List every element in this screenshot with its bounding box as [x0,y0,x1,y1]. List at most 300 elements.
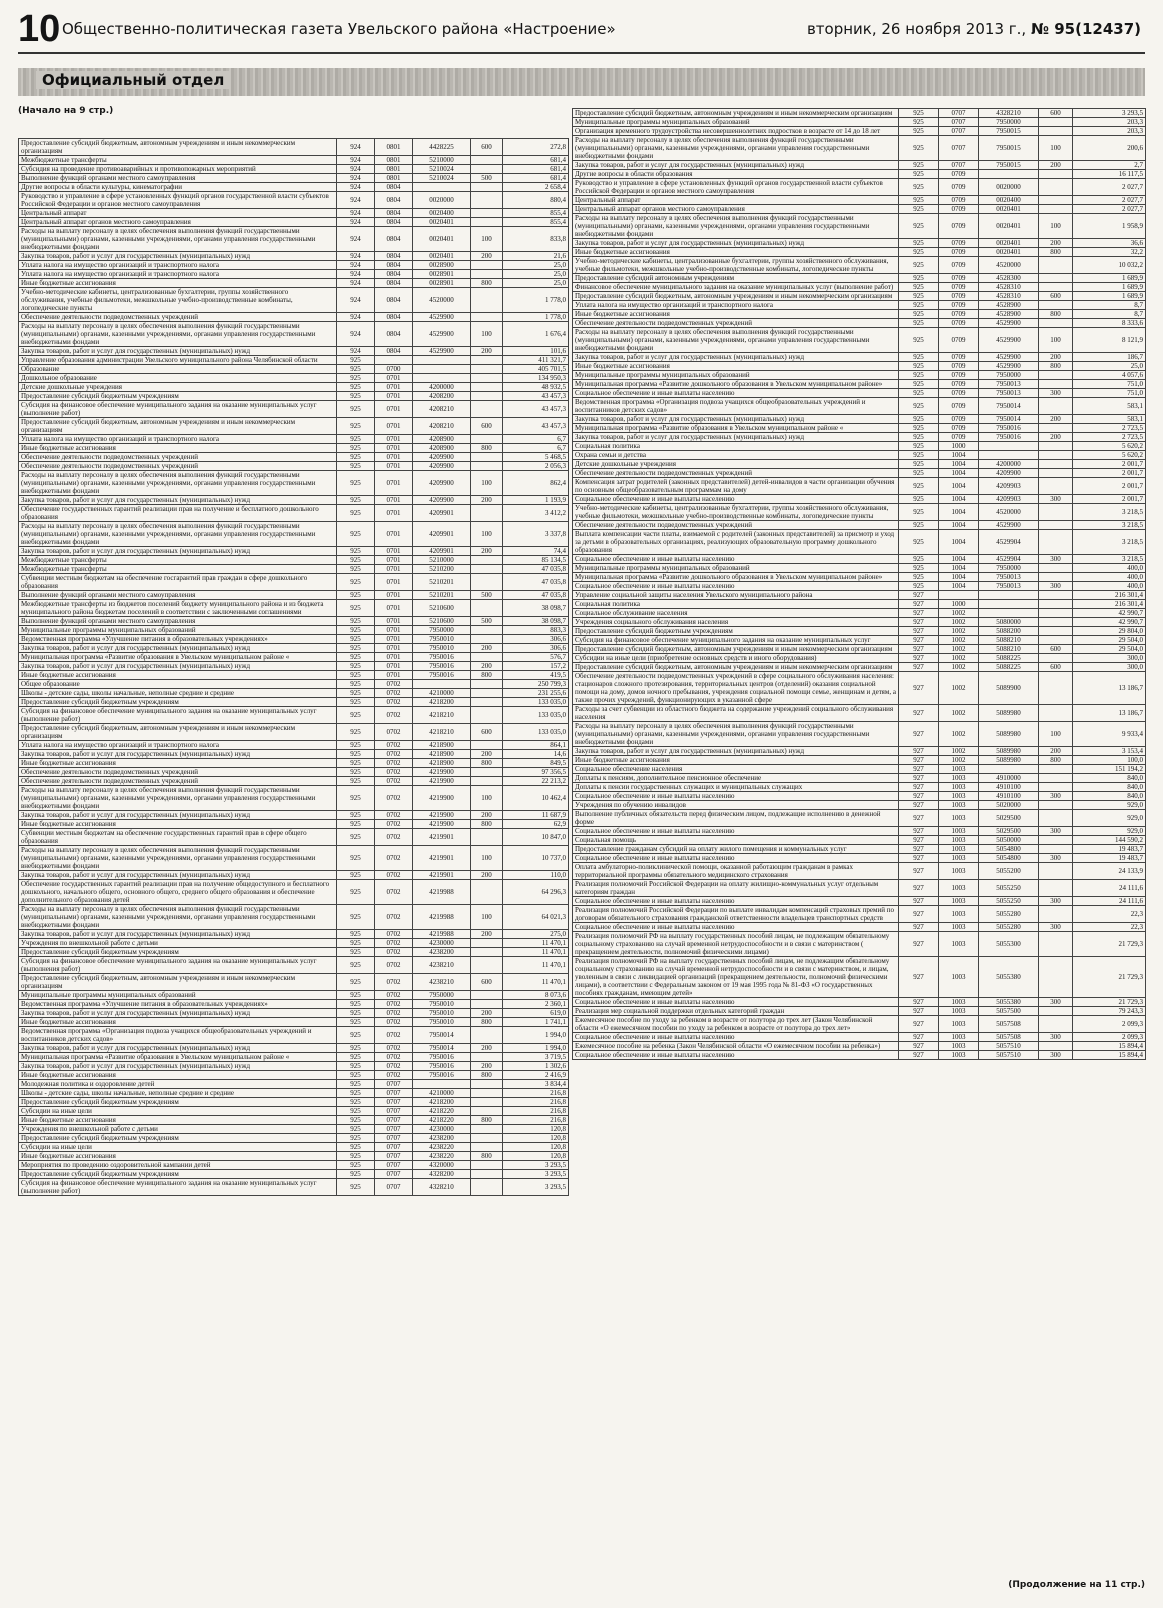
row-kind [1039,1042,1073,1051]
row-ministry: 925 [899,214,939,239]
row-ministry: 925 [899,582,939,591]
row-target: 7950015 [979,127,1039,136]
row-amount: 144 590,2 [1073,836,1146,845]
row-section: 0702 [375,991,413,1000]
row-name: Закупка товаров, работ и услуг для государственных (муниципальных) нужд [19,1044,337,1053]
row-section: 0702 [375,930,413,939]
row-section: 0709 [939,319,979,328]
row-kind: 300 [1039,923,1073,932]
row-amount: 8,7 [1073,310,1146,319]
row-name: Предоставление субсидий бюджетным, автономным учреждениям и иным некоммерческим организациям [19,724,337,741]
row-amount: 24 133,9 [1073,863,1146,880]
row-ministry: 927 [899,957,939,998]
row-amount: 64 296,3 [503,880,569,905]
table-row [19,270,569,279]
row-target [413,365,471,374]
row-amount: 21 729,3 [1073,957,1146,998]
row-amount: 21 729,3 [1073,998,1146,1007]
row-name: Субсидия на финансовое обеспечение муниципального задания на оказание муниципальных услуг (выполнение работ) [19,1179,337,1196]
table-row [573,1051,1146,1060]
row-ministry: 927 [899,774,939,783]
row-amount: 216,8 [503,1089,569,1098]
row-section: 0702 [375,698,413,707]
row-section: 0702 [375,1027,413,1044]
row-section [375,356,413,365]
row-amount: 3 293,5 [503,1161,569,1170]
row-amount: 1 778,0 [503,288,569,313]
row-ministry: 925 [337,644,375,653]
row-ministry: 925 [337,811,375,820]
row-name: Расходы на выплату персоналу в целях обеспечения выполнения функций государственными (муниципальными) органами, казенными учреждениями, органами управления государственными внебюджетными фондами [19,227,337,252]
row-target [979,600,1039,609]
row-target: 0028901 [413,279,471,288]
row-ministry: 925 [899,353,939,362]
row-target: 4428225 [413,139,471,156]
row-target: 5054800 [979,854,1039,863]
row-kind [471,435,503,444]
row-ministry: 925 [337,1134,375,1143]
row-target: 5054800 [979,845,1039,854]
row-kind [1039,301,1073,310]
row-ministry: 925 [337,471,375,496]
row-name: Расходы на выплату персоналу в целях обеспечения выполнения функций государственными (муниципальными) органами, казенными учреждениями, органами управления государственными внебюджетными фондами [19,846,337,871]
row-ministry: 925 [337,1071,375,1080]
row-section: 0702 [375,759,413,768]
row-name: Ежемесячное пособие по уходу за ребенком в возрасте от полутора до трех лет (Закон Челябинской области «О ежемесячном пособии по уходу за ребенком в возрасте от полутора до трех лет» [573,1016,899,1033]
row-name: Закупка товаров, работ и услуг для государственных (муниципальных) нужд [19,252,337,261]
row-ministry: 925 [337,392,375,401]
row-kind [471,957,503,974]
row-ministry: 925 [337,846,375,871]
row-target: 5057508 [979,1016,1039,1033]
row-section: 1002 [939,672,979,705]
row-ministry: 927 [899,1042,939,1051]
table-row [573,897,1146,906]
row-name: Закупка товаров, работ и услуг для государственных (муниципальных) нужд [19,811,337,820]
row-ministry: 925 [899,248,939,257]
row-target: 7950016 [413,1053,471,1062]
row-name: Учебно-методические кабинеты, централизованные бухгалтерии, группы хозяйственного обслуживания, учебные фильмотеки, межшкольные учебно-производственные комбинаты, логопедические пункты [19,288,337,313]
table-row [19,547,569,556]
row-ministry: 925 [899,196,939,205]
row-section: 0709 [939,362,979,371]
table-row [19,1125,569,1134]
row-amount: 42 990,7 [1073,618,1146,627]
row-name: Субсидия на финансовое обеспечение муниципального задания на оказание муниципальных услуг (выполнение работ) [19,401,337,418]
table-row [573,353,1146,362]
row-amount: 10 847,0 [503,829,569,846]
row-section: 0804 [375,227,413,252]
table-row [573,328,1146,353]
row-name: Социальное обеспечение и иные выплаты населению [573,792,899,801]
table-row [573,415,1146,424]
row-name: Субсидии на иные цели (приобретение основных средств и иного оборудования) [573,654,899,663]
row-section: 0702 [375,1044,413,1053]
row-target: 4209901 [413,547,471,556]
row-amount: 405 701,5 [503,365,569,374]
row-section: 0804 [375,270,413,279]
row-ministry: 925 [899,504,939,521]
row-target: 4910100 [979,792,1039,801]
row-target: 5088210 [979,636,1039,645]
row-section: 1002 [939,618,979,627]
row-section: 0701 [375,662,413,671]
row-target: 4529900 [413,322,471,347]
row-name: Детские дошкольные учреждения [573,460,899,469]
row-ministry: 925 [337,671,375,680]
table-row [573,722,1146,747]
row-section: 0702 [375,1009,413,1018]
row-ministry: 925 [899,380,939,389]
row-kind [471,1089,503,1098]
table-row [19,991,569,1000]
table-row [19,192,569,209]
row-kind: 300 [1039,582,1073,591]
row-name: Предоставление субсидий бюджетным, автономным учреждениям и иным некоммерческим организациям [573,292,899,301]
row-ministry: 927 [899,827,939,836]
table-row [573,1033,1146,1042]
row-target: 4218220 [413,1107,471,1116]
row-ministry: 925 [337,1062,375,1071]
row-amount: 203,3 [1073,127,1146,136]
row-target: 0020401 [413,252,471,261]
row-name: Закупка товаров, работ и услуг для государственных (муниципальных) нужд [19,644,337,653]
row-amount: 3 337,8 [503,522,569,547]
row-amount: 13 186,7 [1073,705,1146,722]
row-amount: 10 737,0 [503,846,569,871]
row-kind [1039,654,1073,663]
row-name: Школы - детские сады, школы начальные, неполные средние и средние [19,1089,337,1098]
row-amount: 10 462,4 [503,786,569,811]
row-ministry: 925 [337,453,375,462]
table-row [19,1009,569,1018]
row-kind [1039,257,1073,274]
row-target: 7950015 [979,161,1039,170]
row-name: Охрана семьи и детства [573,451,899,460]
row-amount: 11 687,9 [503,811,569,820]
row-name: Ведомственная программа «Организация подвоза учащихся общеобразовательных учреждений и воспитанников детских садов» [19,1027,337,1044]
row-name: Предоставление субсидий бюджетным учреждениям [19,698,337,707]
table-row [573,654,1146,663]
row-name: Социальное обеспечение и иные выплаты населению [573,827,899,836]
row-section: 1002 [939,705,979,722]
row-amount: 8,7 [1073,301,1146,310]
row-target: 7950016 [979,433,1039,442]
row-kind: 800 [1039,362,1073,371]
row-section: 0701 [375,635,413,644]
row-section: 0707 [375,1152,413,1161]
row-name: Иные бюджетные ассигнования [19,671,337,680]
row-section: 1002 [939,756,979,765]
row-section: 1003 [939,1033,979,1042]
row-section: 0709 [939,433,979,442]
row-kind: 800 [471,759,503,768]
row-amount: 231 255,6 [503,689,569,698]
row-target: 4209903 [979,495,1039,504]
row-section: 0702 [375,750,413,759]
row-name: Центральный аппарат органов местного самоуправления [19,218,337,227]
row-target: 4209901 [413,505,471,522]
row-kind: 200 [1039,239,1073,248]
table-row [19,313,569,322]
row-kind [1039,863,1073,880]
row-amount: 1 741,1 [503,1018,569,1027]
row-ministry: 925 [899,442,939,451]
row-section: 1004 [939,564,979,573]
row-target: 4528310 [979,292,1039,301]
row-ministry: 924 [337,227,375,252]
row-target: 4219901 [413,871,471,880]
row-target: 7950000 [979,118,1039,127]
table-row [573,530,1146,555]
row-name: Другие вопросы в области культуры, кинематографии [19,183,337,192]
row-section: 0702 [375,689,413,698]
row-kind: 300 [1039,1033,1073,1042]
table-row [19,671,569,680]
row-ministry: 925 [337,1152,375,1161]
row-target: 5055380 [979,957,1039,998]
table-row [573,469,1146,478]
row-name: Расходы на выплату персоналу в целях обеспечения выполнения функций государственными (муниципальными) органами, казенными учреждениями, органами управления государственными внебюджетными фондами [19,471,337,496]
row-ministry: 925 [337,680,375,689]
row-section: 1000 [939,600,979,609]
row-amount: 133 035,0 [503,707,569,724]
row-section: 1003 [939,906,979,923]
row-name: Иные бюджетные ассигнования [19,1071,337,1080]
row-amount: 3 719,5 [503,1053,569,1062]
row-name: Учреждения по обучению инвалидов [573,801,899,810]
row-kind: 200 [471,1044,503,1053]
row-name: Реализация полномочий РФ на выплату государственных пособий лицам, не подлежащим обязательному социальному страхованию на случай временной нетрудоспособности и в связи с материнством ( прекращением деятельности, полномочий физическими лицами) [573,932,899,957]
row-name: Иные бюджетные ассигнования [573,248,899,257]
table-row [19,777,569,786]
row-kind [471,392,503,401]
row-amount: 25,0 [503,261,569,270]
row-kind [1039,205,1073,214]
row-ministry: 925 [337,948,375,957]
row-kind [1039,801,1073,810]
table-row [19,591,569,600]
table-row [19,644,569,653]
row-ministry: 927 [899,836,939,845]
table-row [573,801,1146,810]
table-row [19,930,569,939]
issue-date-text: вторник, 26 ноября 2013 г., [806,20,1027,38]
row-kind [471,1000,503,1009]
row-kind: 600 [471,139,503,156]
row-target: 4218200 [413,1098,471,1107]
row-ministry: 925 [337,626,375,635]
table-row [19,811,569,820]
row-ministry: 925 [899,179,939,196]
row-kind [1039,442,1073,451]
row-ministry: 927 [899,645,939,654]
row-target: 0028900 [413,261,471,270]
row-kind [1039,672,1073,705]
row-amount: 157,2 [503,662,569,671]
row-amount: 74,4 [503,547,569,556]
row-kind [471,991,503,1000]
row-kind: 800 [471,1071,503,1080]
row-name: Субвенции местным бюджетам на обеспечение госгарантий прав граждан в сфере дошкольного образования [19,574,337,591]
row-target: 5080000 [979,618,1039,627]
table-row [573,827,1146,836]
row-kind [471,600,503,617]
row-kind: 300 [1039,827,1073,836]
row-amount: 411 321,7 [503,356,569,365]
row-kind [471,880,503,905]
row-amount: 15 894,4 [1073,1042,1146,1051]
row-ministry: 927 [899,636,939,645]
row-name: Субсидия на проведение противоаварийных и противопожарных мероприятий [19,165,337,174]
row-name: Закупка товаров, работ и услуг для государственных (муниципальных) нужд [573,161,899,170]
row-target: 4218210 [413,724,471,741]
row-ministry: 925 [899,136,939,161]
row-ministry: 925 [899,469,939,478]
row-amount: 25,0 [503,279,569,288]
row-target: 4208200 [413,392,471,401]
row-kind: 100 [1039,214,1073,239]
row-amount: 120,8 [503,1125,569,1134]
row-target: 4520000 [979,257,1039,274]
row-kind: 200 [471,930,503,939]
row-target: 4529904 [979,555,1039,564]
row-amount: 250 799,3 [503,680,569,689]
row-kind: 800 [471,279,503,288]
row-target [979,765,1039,774]
row-name: Социальная политика [573,600,899,609]
row-kind [471,218,503,227]
row-name: Управление социальной защиты населения Увельского муниципального района [573,591,899,600]
row-section: 0702 [375,724,413,741]
row-ministry: 925 [899,478,939,495]
row-ministry: 927 [899,998,939,1007]
table-row [19,871,569,880]
row-amount: 1 689,9 [1073,292,1146,301]
row-target: 4209900 [979,469,1039,478]
row-amount: 306,6 [503,644,569,653]
row-target: 0020401 [979,214,1039,239]
row-ministry: 925 [899,573,939,582]
row-kind: 100 [471,471,503,496]
row-ministry: 925 [899,319,939,328]
row-target: 7950013 [979,389,1039,398]
table-row [19,1107,569,1116]
table-row [573,362,1146,371]
row-section: 0801 [375,174,413,183]
row-ministry: 925 [337,871,375,880]
row-kind [1039,618,1073,627]
table-row [573,1007,1146,1016]
row-target: 4218900 [413,759,471,768]
row-name: Предоставление субсидий бюджетным учреждениям [19,1098,337,1107]
table-row [573,433,1146,442]
row-name: Предоставление субсидий бюджетным, автономным учреждениям и иным некоммерческим организациям [573,663,899,672]
row-amount: 2 723,5 [1073,433,1146,442]
row-amount: 16 117,5 [1073,170,1146,179]
row-kind: 300 [1039,897,1073,906]
row-section: 0709 [939,380,979,389]
row-name: Социальное обеспечение и иные выплаты населению [573,998,899,1007]
row-name: Муниципальные программы муниципальных образований [573,564,899,573]
row-section: 0707 [375,1179,413,1196]
row-target: 7950013 [979,582,1039,591]
row-name: Социальное обеспечение и иные выплаты населению [573,582,899,591]
table-row [19,183,569,192]
row-section: 1003 [939,1007,979,1016]
row-name: Уплата налога на имущество организаций и транспортного налога [19,435,337,444]
row-kind [1039,880,1073,897]
row-target: 5089980 [979,747,1039,756]
row-ministry: 927 [899,654,939,663]
row-target: 4238210 [413,974,471,991]
row-name: Реализация полномочий Российской Федерации на оплату жилищно-коммунальных услуг отдельным категориям граждан [573,880,899,897]
table-row [19,365,569,374]
row-section: 1002 [939,654,979,663]
row-kind [1039,530,1073,555]
row-name: Закупка товаров, работ и услуг для государственных (муниципальных) нужд [19,347,337,356]
row-target: 5020000 [979,801,1039,810]
row-section: 0701 [375,505,413,522]
row-amount: 151 194,2 [1073,765,1146,774]
row-kind [471,777,503,786]
table-row [19,156,569,165]
table-row [19,453,569,462]
row-amount: 47 035,8 [503,591,569,600]
row-kind [1039,424,1073,433]
row-amount: 42 990,7 [1073,609,1146,618]
row-section: 0709 [939,301,979,310]
table-row [573,1016,1146,1033]
row-ministry: 925 [337,1098,375,1107]
table-row [573,906,1146,923]
row-amount: 855,4 [503,218,569,227]
row-ministry: 925 [337,522,375,547]
row-target: 5210024 [413,165,471,174]
row-ministry: 925 [899,292,939,301]
row-section: 1003 [939,765,979,774]
row-section: 0804 [375,288,413,313]
table-row [573,618,1146,627]
row-ministry: 925 [899,310,939,319]
row-kind [471,698,503,707]
table-row [573,609,1146,618]
row-ministry: 925 [899,109,939,118]
row-target: 7950000 [413,626,471,635]
row-amount: 22,3 [1073,906,1146,923]
table-row [573,179,1146,196]
row-target: 5055250 [979,880,1039,897]
row-amount: 400,0 [1073,573,1146,582]
row-ministry: 925 [337,444,375,453]
table-row [19,209,569,218]
row-kind [471,1134,503,1143]
row-target: 7950014 [979,415,1039,424]
row-ministry: 927 [899,591,939,600]
row-name: Расходы на выплату персоналу в целях обеспечения выполнения функций государственными (муниципальными) органами, казенными учреждениями, органами управления государственными внебюджетными фондами [19,905,337,930]
row-ministry: 925 [337,750,375,759]
row-kind: 200 [471,547,503,556]
row-section: 1003 [939,932,979,957]
row-section: 1003 [939,923,979,932]
table-row [19,174,569,183]
row-section: 0702 [375,768,413,777]
row-amount: 38 098,7 [503,617,569,626]
table-row [573,810,1146,827]
row-name: Обеспечение деятельности подведомственных учреждений [19,453,337,462]
row-amount: 1 676,4 [503,322,569,347]
row-ministry: 925 [899,451,939,460]
